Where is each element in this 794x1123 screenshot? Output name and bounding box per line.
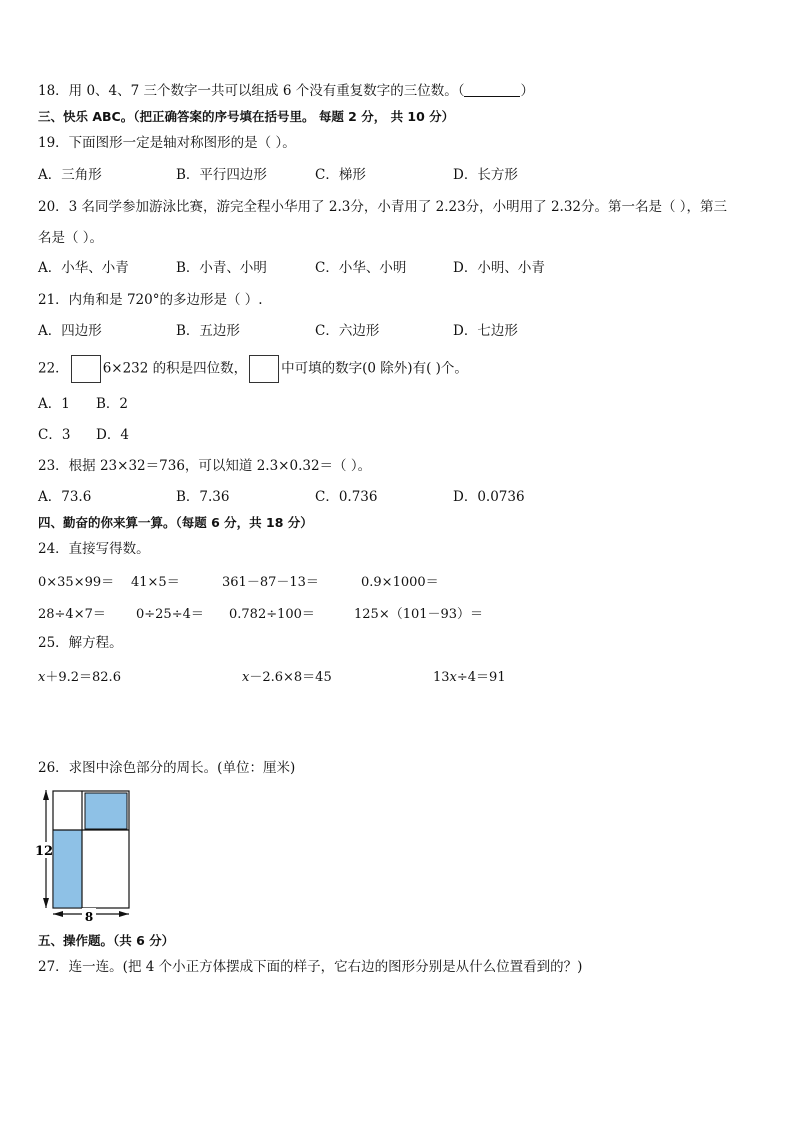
- q20-option-a: A．小华、小青: [38, 260, 129, 276]
- q20-option-c: C．小华、小明: [315, 260, 407, 276]
- equation-2-rest: －2.6×8＝45: [249, 670, 332, 685]
- q19-option-c: C．梯形: [315, 167, 366, 183]
- q21-option-a: A．四边形: [38, 323, 102, 339]
- q19-option-d: D．长方形: [453, 167, 518, 183]
- calc-8: 125×（101－93）＝: [354, 607, 484, 622]
- q21-option-c: C．六边形: [315, 323, 380, 339]
- equation-3: [433, 666, 506, 685]
- question-25-title: 25．解方程。: [38, 635, 123, 651]
- calc-6: 0÷25÷4＝: [136, 607, 204, 622]
- question-18-text: 18．用 0、4、7 三个数字一共可以组成 6 个没有重复数字的三位数。（: [38, 83, 465, 99]
- q23-option-a: A．73.6: [38, 489, 92, 505]
- question-23: 23．根据 23×32＝736，可以知道 2.3×0.32＝（ ）。: [38, 458, 372, 474]
- calc-1: 0×35×99＝: [38, 575, 115, 590]
- section-4-heading: 四、勤奋的你来算一算。（每题 6 分，共 18 分）: [38, 515, 313, 530]
- q20-option-b: B．小青、小明: [176, 260, 267, 276]
- question-26-title: 26．求图中涂色部分的周长。(单位：厘米): [38, 760, 296, 776]
- width-arrow-left: [53, 911, 63, 917]
- question-27: 27．连一连。(把 4 个小正方体摆成下面的样子，它右边的图形分别是从什么位置看到的？): [38, 959, 583, 975]
- question-22-suffix: 中可填的数字(0 除外)有( )个。: [281, 360, 468, 377]
- equation-1-variable: x: [38, 670, 46, 685]
- q23-option-b: B．7.36: [176, 489, 230, 505]
- equation-3-coefficient: 13: [433, 670, 450, 685]
- width-label: 8: [84, 910, 94, 924]
- question-21: 21．内角和是 720°的多边形是（ ）.: [38, 292, 263, 308]
- height-label: 12: [34, 844, 54, 859]
- answer-blank[interactable]: [464, 82, 520, 97]
- question-18: [38, 82, 534, 100]
- equation-2: [242, 666, 332, 685]
- calc-3: 361－87－13＝: [222, 575, 319, 590]
- q23-option-d: D．0.0736: [453, 489, 525, 505]
- q21-option-d: D．七边形: [453, 323, 518, 339]
- height-arrow-top: [43, 790, 49, 800]
- shaded-rectangle-figure: [34, 786, 138, 926]
- question-20-line-1: 20．3 名同学参加游泳比赛，游完全程小华用了 2.3分，小青用了 2.23分，小明用了 2.32分。第一名是（ ），第三: [38, 199, 728, 215]
- equation-3-variable: x: [449, 670, 457, 685]
- equation-2-variable: x: [242, 670, 250, 685]
- question-20-line-2: 名是（ ）。: [38, 230, 104, 246]
- digit-box-1[interactable]: [71, 355, 101, 383]
- shaded-bottom-left: [53, 830, 82, 908]
- section-5-heading: 五、操作题。（共 6 分）: [38, 933, 175, 948]
- height-arrow-bottom: [43, 898, 49, 908]
- question-18-close: ）: [520, 83, 534, 99]
- question-19: 19．下面图形一定是轴对称图形的是（ ）。: [38, 135, 296, 151]
- equation-3-rest: ÷4＝91: [456, 670, 506, 685]
- question-22-number: 22．: [38, 360, 69, 377]
- q22-option-d: D．4: [96, 427, 129, 443]
- digit-box-2[interactable]: [249, 355, 279, 383]
- shaded-top-right: [85, 793, 127, 829]
- question-22: [38, 353, 468, 384]
- question-24-title: 24．直接写得数。: [38, 541, 150, 557]
- calc-2: 41×5＝: [131, 575, 180, 590]
- q19-option-b: B．平行四边形: [176, 167, 267, 183]
- q23-option-c: C．0.736: [315, 489, 378, 505]
- calc-5: 28÷4×7＝: [38, 607, 106, 622]
- section-3-heading: 三、快乐 ABC。（把正确答案的序号填在括号里。 每题 2 分， 共 10 分）: [38, 109, 455, 124]
- q21-option-b: B．五边形: [176, 323, 240, 339]
- calc-7: 0.782÷100＝: [229, 607, 315, 622]
- width-arrow-right: [119, 911, 129, 917]
- equation-1: [38, 666, 121, 685]
- q20-option-d: D．小明、小青: [453, 260, 545, 276]
- q19-option-a: A．三角形: [38, 167, 102, 183]
- q22-option-a: A．1: [38, 396, 70, 412]
- equation-1-rest: ＋9.2＝82.6: [45, 670, 121, 685]
- q22-option-b: B．2: [96, 396, 129, 412]
- q22-option-c: C．3: [38, 427, 71, 443]
- question-22-middle: 6×232 的积是四位数，: [102, 360, 248, 377]
- calc-4: 0.9×1000＝: [361, 575, 439, 590]
